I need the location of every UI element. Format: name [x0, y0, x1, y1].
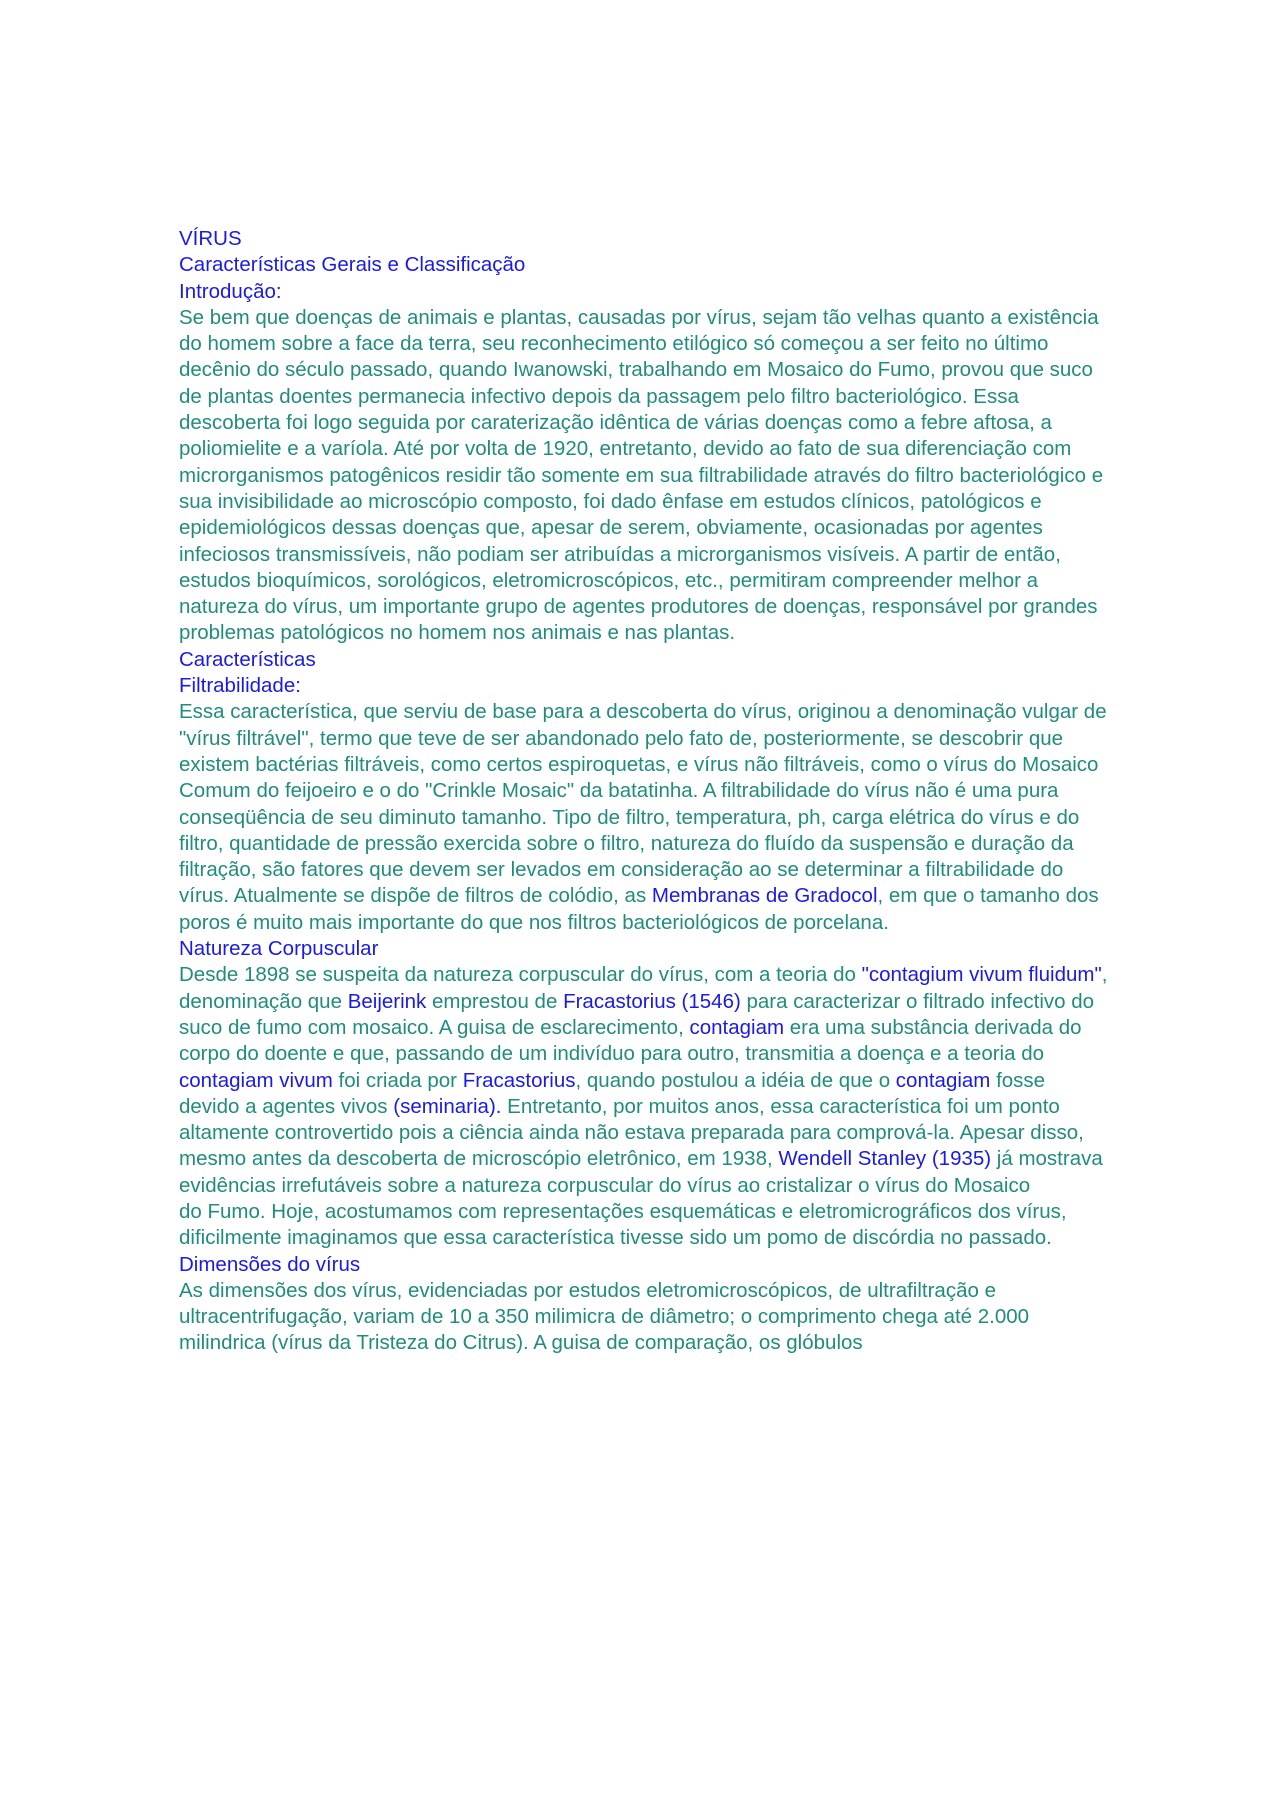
document-title: VÍRUS: [179, 227, 242, 250]
text-span: para caracterizar o filtrado infectivo do suco de fumo com mosaico. A guisa de esclarecimento,: [179, 989, 1095, 1039]
paragraph-natureza-corpuscular: [179, 962, 1109, 1199]
document-subtitle: Características Gerais e Classificação: [179, 253, 526, 277]
text-span: , denominação que: [179, 963, 1108, 1013]
term-contagiam: contagiam: [895, 1068, 991, 1092]
term-beijerink: Beijerink: [347, 989, 427, 1013]
section-heading-dimensoes: Dimensões do vírus: [179, 1252, 361, 1276]
section-heading-natureza-corpuscular: Natureza Corpuscular: [179, 937, 379, 961]
text-span: foi criada por: [332, 1068, 463, 1092]
text-span: , quando postulou a idéia de que o: [575, 1068, 896, 1092]
text-span: emprestou de: [426, 989, 564, 1013]
text-span: já mostrava evidências irrefutáveis sobre a natureza corpuscular do vírus ao cristalizar o vírus do Mosaico: [179, 1147, 1103, 1197]
section-heading-filtrabilidade: Filtrabilidade:: [179, 674, 301, 698]
term-fracastorius-1546: Fracastorius (1546): [563, 989, 741, 1013]
term-contagiam-vivum: contagiam vivum: [179, 1068, 333, 1092]
text-span: , em que o tamanho dos poros é muito mais importante do que nos filtros bacteriológicos de porcelana.: [179, 884, 1099, 934]
text-span: era uma substância derivada do corpo do doente e que, passando de um indivíduo para outro, transmitia a doença e a teoria do: [179, 1015, 1082, 1066]
paragraph-filtrabilidade: [179, 699, 1109, 936]
term-fracastorius: Fracastorius: [462, 1068, 576, 1092]
section-heading-caracteristicas: Características: [179, 647, 316, 671]
paragraph-introducao: Se bem que doenças de animais e plantas, causadas por vírus, sejam tão velhas quanto a existência do homem sobre a face da terra, seu reconhecimento etilógico só começou a ser feito no último decênio do século passado, quando Iwanowski, trabalhando em Mosaico do Fumo, provou que suco de plantas doentes permanecia infectivo depois da passagem pelo filtro bacteriológico. Essa descoberta foi logo seguida por caraterização idêntica de várias doenças como a febre aftosa, a poliomielite e a varíola. Até por volta de 1920, entretanto, devido ao fato de sua diferenciação com microrganismos patogênicos residir tão somente em sua filtrabilidade através do filtro bacteriológico e sua invisibilidade ao microscópio composto, foi dado ênfase em estudos clínicos, patológicos e epidemiológicos dessas doenças que, apesar de serem, obviamente, ocasionadas por agentes infeciosos transmissíveis, não podiam ser atribuídas a microrganismos visíveis. A partir de então, estudos bioquímicos, sorológicos, eletromicroscópicos, etc., permitiram compreender melhor a natureza do vírus, um importante grupo de agentes produtores de doenças, responsável por grandes problemas patológicos no homem nos animais e nas plantas.: [179, 305, 1104, 645]
document-body: [179, 226, 1109, 1357]
term-contagiam: contagiam: [689, 1015, 785, 1039]
text-span: Entretanto, por muitos anos, essa característica foi um ponto altamente controvertido pois a ciência ainda não estava preparada para comprová-la. Apesar disso, mesmo antes da descoberta de microscópio eletrônico, em 1938,: [179, 1094, 1084, 1171]
term-wendell-stanley: Wendell Stanley (1935): [778, 1147, 992, 1171]
section-heading-introducao: Introdução:: [179, 279, 282, 303]
term-membranas-gradocol: Membranas de Gradocol: [651, 884, 878, 908]
term-contagium-vivum-fluidum: "contagium vivum fluidum": [861, 963, 1102, 987]
text-span: fosse devido a agentes vivos: [179, 1068, 1046, 1118]
text-span: Desde 1898 se suspeita da natureza corpuscular do vírus, com a teoria do: [179, 963, 862, 987]
term-seminaria: (seminaria).: [393, 1094, 502, 1118]
text-span: Essa característica, que serviu de base para a descoberta do vírus, originou a denominação vulgar de "vírus filtrável", termo que teve de ser abandonado pelo fato de, posteriormente, se descobrir que existem bactérias filtráveis, como certos espiroquetas, e vírus não filtráveis, como o vírus do Mosaico Comum do feijoeiro e o do "Crinkle Mosaic" da batatinha. A filtrabilidade do vírus não é uma pura conseqüência de seu diminuto tamanho. Tipo de filtro, temperatura, ph, carga elétrica do vírus e do filtro, quantidade de pressão exercida sobre o filtro, natureza do fluído da suspensão e duração da filtração, são fatores que devem ser levados em consideração ao se determinar a filtrabilidade do vírus. Atualmente se dispõe de filtros de colódio, as: [179, 700, 1107, 908]
paragraph-dimensoes: As dimensões dos vírus, evidenciadas por estudos eletromicroscópicos, de ultrafiltração e ultracentrifugação, variam de 10 a 350 milimicra de diâmetro; o comprimento chega até 2.000 milindrica (vírus da Tristeza do Citrus). A guisa de comparação, os glóbulos: [179, 1278, 1030, 1355]
paragraph-natureza-corpuscular-cont: do Fumo. Hoje, acostumamos com representações esquemáticas e eletromicrográficos dos vírus, dificilmente imaginamos que essa característica tivesse sido um pomo de discórdia no passado.: [179, 1199, 1067, 1250]
